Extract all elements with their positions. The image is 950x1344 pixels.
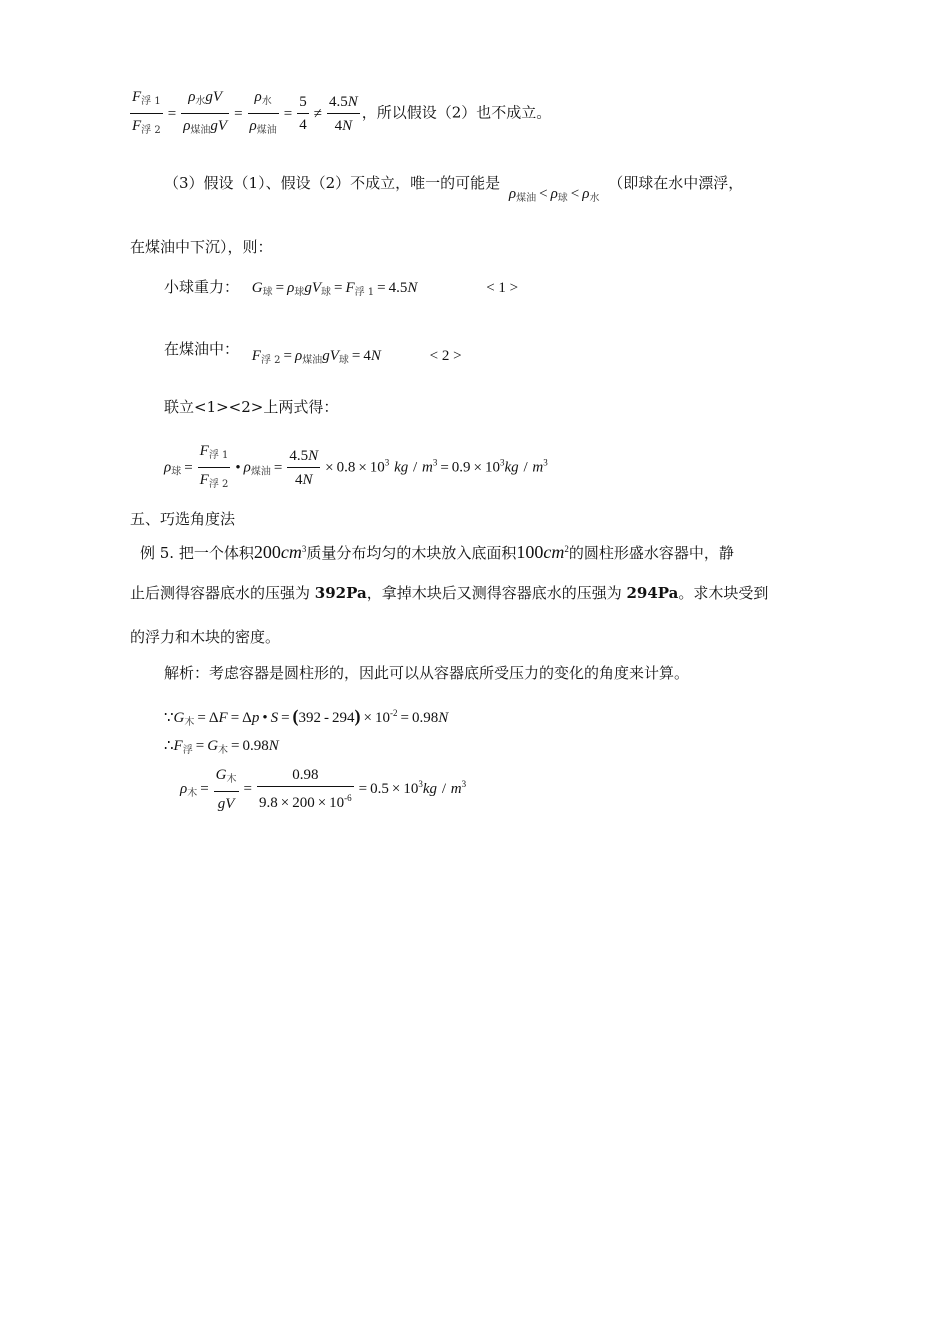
pressure-392: 392Pa (314, 584, 367, 602)
delta-sign: Δ (208, 710, 219, 726)
line2-head: （3）假设（1）、假设（2）不成立，唯一的可能是 (164, 174, 501, 192)
num-4: 4 (299, 117, 307, 133)
lt-sign: < (539, 186, 548, 202)
sym-p: p (251, 710, 260, 726)
eq-sign: = (281, 710, 290, 726)
unit-N: N (308, 448, 319, 464)
sub-qiu: 球 (320, 287, 331, 298)
example5-line1 (140, 542, 734, 563)
sym-rho: ρ (243, 459, 251, 476)
example5-line2 (130, 582, 768, 603)
unit-N: N (370, 348, 381, 364)
sym-rho: ρ (254, 89, 262, 105)
num-4: 4 (363, 348, 371, 364)
sym-V: V (225, 796, 235, 812)
sym-g: g (304, 280, 312, 296)
equation-therefore (164, 736, 279, 756)
sym-F: F (132, 118, 142, 134)
unit-N: N (347, 94, 358, 110)
sub-qiu: 球 (171, 466, 182, 478)
sub-fu1: 浮 1 (354, 287, 375, 298)
num-0-5: 0.5 (370, 781, 389, 797)
slash: / (523, 459, 528, 476)
sym-F: F (132, 89, 142, 105)
unit-N: N (268, 738, 279, 754)
lt-sign: < (570, 186, 580, 202)
num-10: 10 (369, 459, 385, 476)
sub-fu: 浮 (182, 745, 193, 756)
sym-F: F (173, 738, 183, 754)
sym-F: F (199, 443, 209, 459)
ex5-text-e: ，拿掉木块后又测得容器底水的压强为 (366, 584, 627, 602)
eq-sign: = (230, 710, 240, 726)
sym-F: F (218, 710, 228, 726)
sub-meiyou: 煤油 (516, 193, 537, 204)
equation-wood-density (180, 764, 466, 814)
exp-3: 3 (500, 457, 505, 468)
label-in-kerosene: 在煤油中： (164, 340, 240, 358)
eq-sign: = (184, 459, 193, 476)
eq-sign: = (243, 781, 252, 797)
delta-sign: Δ (242, 710, 252, 726)
sub-meiyou: 煤油 (256, 125, 277, 136)
eq-sign: = (273, 459, 283, 476)
sym-rho: ρ (183, 118, 191, 134)
sym-rho: ρ (582, 186, 590, 202)
exp-minus-2: -2 (390, 708, 398, 718)
equation-because (164, 706, 448, 728)
num-0-98: 0.98 (411, 710, 439, 726)
unit-m: m (450, 781, 462, 797)
times-sign: × (325, 459, 334, 476)
eq-sign: = (283, 348, 292, 364)
unit-cm: cm (280, 542, 302, 562)
sub-shui: 水 (261, 96, 272, 107)
num-294: 294 (332, 710, 355, 726)
num-200: 200 (292, 795, 315, 811)
num-4: 4 (334, 118, 343, 134)
sub-mu: 木 (218, 745, 229, 756)
exp-3: 3 (301, 544, 307, 554)
dot-sign: • (235, 459, 241, 476)
unit-cm: cm (543, 542, 565, 562)
num-4-5: 4.5 (289, 448, 309, 464)
slash: / (413, 459, 418, 476)
slash: / (441, 781, 446, 797)
num-10: 10 (403, 781, 419, 797)
unit-N: N (302, 472, 313, 488)
unit-N: N (407, 280, 418, 296)
exp-3: 3 (461, 779, 467, 789)
unit-m: m (532, 459, 544, 476)
sub-qiu: 球 (294, 287, 305, 298)
eq-sign: = (167, 105, 177, 122)
analysis-text: 解析：考虑容器是圆柱形的，因此可以从容器底所受压力的变化的角度来计算。 (164, 664, 690, 682)
eq-sign: = (275, 280, 285, 296)
label-ball-weight: 小球重力： (164, 278, 240, 296)
eq-sign: = (231, 738, 240, 754)
sym-V: V (329, 348, 339, 364)
sym-V: V (311, 280, 321, 296)
ex5-volume-value: 200 (253, 542, 281, 562)
dot-sign: • (262, 710, 268, 726)
sym-F: F (199, 472, 209, 488)
line2-tail: （即球在水中漂浮， (608, 174, 744, 192)
times-sign: × (473, 459, 482, 476)
sym-rho: ρ (180, 781, 188, 797)
sub-meiyou: 煤油 (302, 355, 323, 366)
num-9-8: 9.8 (258, 795, 278, 811)
sym-rho: ρ (249, 118, 257, 134)
sub-mu: 木 (187, 788, 198, 799)
sym-g: g (322, 348, 330, 364)
sym-G: G (215, 767, 227, 783)
paragraph-assumption-3 (164, 172, 743, 204)
ex5-text-b: 质量分布均匀的木块放入底面积 (306, 544, 517, 562)
exp-2: 2 (564, 544, 569, 554)
paren-right: ) (354, 706, 361, 726)
times-sign: × (391, 781, 401, 797)
neq-sign: ≠ (313, 105, 322, 122)
eq-sign: = (195, 738, 205, 754)
equation-ratio-buoyancy (128, 86, 551, 141)
eq-sign: = (440, 459, 449, 476)
sym-V: V (212, 89, 223, 105)
num-10: 10 (485, 459, 500, 476)
num-0-8: 0.8 (336, 459, 356, 476)
sub-mu: 木 (184, 717, 195, 728)
sym-rho: ρ (550, 186, 558, 202)
sub-qiu: 球 (338, 355, 349, 366)
sym-G: G (173, 710, 185, 726)
section-heading-5: 五、巧选角度法 (130, 510, 236, 528)
sym-S: S (270, 710, 279, 726)
line3-text: 在煤油中下沉），则： (130, 238, 273, 256)
eq-sign: = (283, 105, 293, 122)
times-sign: × (358, 459, 367, 476)
eq-sign: = (358, 781, 368, 797)
eq-sign: = (351, 348, 361, 364)
unit-kg: kg (504, 459, 519, 476)
times-sign: × (363, 710, 373, 726)
sym-rho: ρ (508, 186, 517, 202)
sub-qiu: 球 (557, 193, 568, 204)
unit-N: N (342, 118, 353, 134)
eq-sign: = (200, 781, 209, 797)
ex5-text-c: 的圆柱形盛水容器中，静 (568, 544, 734, 562)
example5-line3: 的浮力和木块的密度。 (130, 628, 281, 646)
exp-3: 3 (432, 457, 438, 468)
num-0-98: 0.98 (242, 738, 269, 754)
num-10: 10 (375, 710, 391, 726)
sub-fu2: 浮 2 (141, 125, 161, 136)
exp-3: 3 (543, 457, 548, 468)
sym-V: V (217, 118, 228, 134)
sym-rho: ρ (188, 89, 196, 105)
num-0-98: 0.98 (257, 765, 354, 787)
equation-ball-density (164, 440, 548, 495)
paren-left: ( (292, 706, 299, 726)
tag-1: < 1 > (486, 280, 519, 296)
num-5: 5 (297, 92, 309, 114)
sub-qiu: 球 (262, 287, 273, 298)
num-392: 392 (298, 710, 322, 726)
exp-minus-6: -6 (344, 793, 352, 803)
times-sign: × (317, 795, 327, 811)
num-4-5: 4.5 (328, 94, 348, 110)
equation-kerosene (164, 338, 462, 366)
sub-fu2: 浮 2 (208, 479, 229, 490)
sub-fu2: 浮 2 (260, 355, 281, 366)
line6-text: 联立<1><2>上两式得： (164, 398, 339, 416)
num-10: 10 (329, 795, 345, 811)
ex5-area-value: 100 (516, 542, 544, 562)
eq-sign: = (400, 710, 409, 726)
num-0-9: 0.9 (451, 459, 471, 476)
sym-F: F (345, 280, 355, 296)
because-sign: ∵ (164, 710, 174, 726)
sub-meiyou: 煤油 (250, 466, 271, 478)
eq-sign: = (234, 105, 243, 122)
unit-N: N (438, 710, 449, 726)
sym-g: g (217, 796, 226, 812)
unit-m: m (421, 459, 433, 476)
line1-text: ，所以假设（2）也不成立。 (361, 103, 552, 122)
sub-meiyou: 煤油 (190, 125, 211, 136)
inequality-rho (509, 184, 600, 204)
ex5-text-d: 止后测得容器底水的压强为 (130, 584, 315, 602)
sub-shui: 水 (195, 96, 206, 107)
exp-3: 3 (418, 779, 423, 789)
sub-fu1: 浮 1 (141, 96, 161, 107)
num-4: 4 (294, 472, 303, 488)
eq-sign: = (377, 280, 386, 296)
sym-rho: ρ (287, 280, 295, 296)
sym-G: G (207, 738, 219, 754)
times-sign: × (280, 795, 290, 811)
sym-rho: ρ (164, 459, 172, 476)
sym-g: g (205, 89, 213, 105)
sym-F: F (251, 348, 261, 364)
eq-sign: = (197, 710, 206, 726)
pressure-294: 294Pa (626, 584, 679, 602)
minus-sign: - (324, 710, 330, 726)
ex5-text-f: 。求木块受到 (678, 584, 769, 602)
exp-3: 3 (384, 457, 390, 468)
sub-fu1: 浮 1 (208, 450, 229, 461)
unit-kg: kg (422, 781, 438, 797)
sym-rho: ρ (294, 348, 303, 364)
ex5-text-a: 例 5. 把一个体积 (140, 544, 254, 562)
eq-sign: = (333, 280, 343, 296)
sym-G: G (251, 280, 263, 296)
sub-mu: 木 (226, 774, 237, 785)
sym-g: g (210, 118, 218, 134)
therefore-sign: ∴ (164, 738, 174, 754)
tag-2: < 2 > (429, 348, 462, 364)
unit-kg: kg (394, 459, 409, 476)
num-4-5: 4.5 (388, 280, 408, 296)
equation-ball-weight (164, 276, 518, 298)
sub-shui: 水 (589, 193, 600, 204)
